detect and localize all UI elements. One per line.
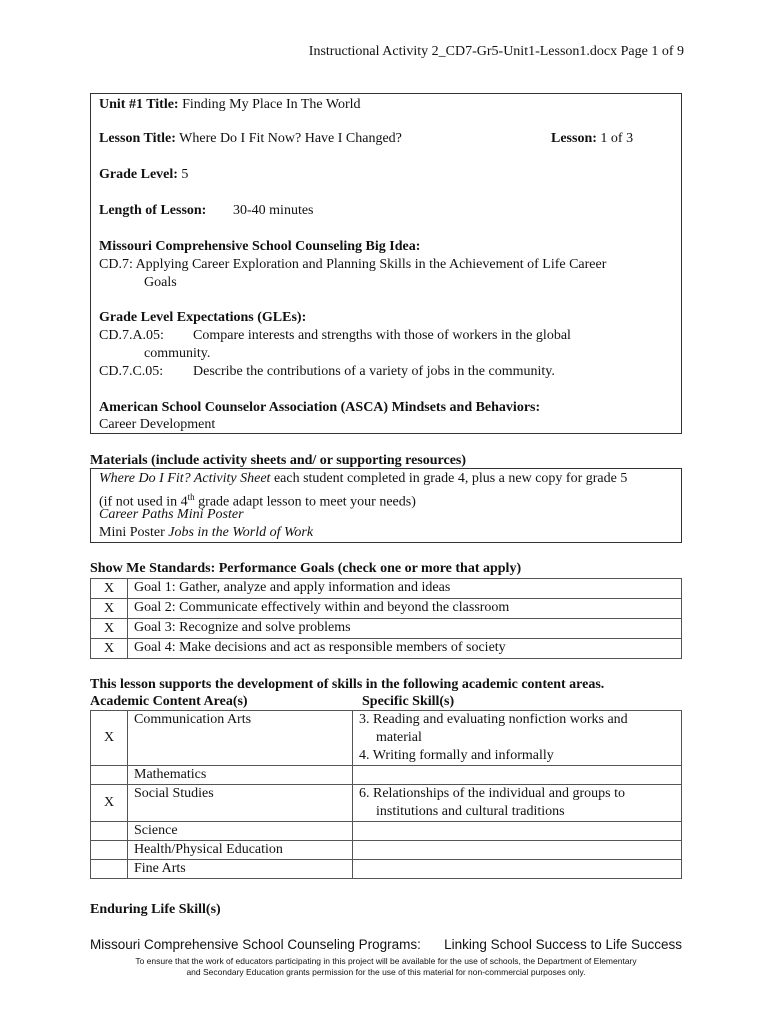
materials-line-3 — [99, 506, 244, 524]
table-row — [91, 599, 682, 619]
math-check — [91, 766, 128, 785]
skill-item: 3. Reading and evaluating nonfiction works and — [359, 712, 628, 727]
materials-line-2-b: grade adapt lesson to meet your needs) — [194, 494, 416, 510]
grade-level-label: Grade Level: — [99, 167, 178, 182]
math-area: Mathematics — [128, 766, 353, 785]
table-row — [91, 785, 682, 822]
science-skills — [353, 822, 682, 841]
gle2-code: CD.7.C.05: — [99, 364, 164, 379]
materials-line-1 — [99, 470, 627, 488]
lesson-number-row — [551, 130, 633, 148]
asca-heading: American School Counselor Association (ASCA) Mindsets and Behaviors: — [99, 400, 541, 415]
academic-col-skill: Specific Skill(s) — [362, 694, 455, 709]
gle1-text-cont: community. — [144, 346, 211, 361]
length-value: 30-40 minutes — [233, 203, 314, 218]
gle1-code: CD.7.A.05: — [99, 328, 164, 343]
lesson-title-row — [99, 130, 402, 148]
health-area: Health/Physical Education — [128, 841, 353, 860]
gle1-text: Compare interests and strengths with those of workers in the global — [193, 328, 571, 343]
fine-arts-check — [91, 860, 128, 879]
lesson-title-label: Lesson Title: — [99, 131, 176, 146]
skill-item: 6. Relationships of the individual and groups to — [359, 786, 625, 801]
academic-intro: This lesson supports the development of skills in the following academic content areas. — [90, 677, 605, 692]
skill-item-cont: institutions and cultural traditions — [376, 804, 565, 819]
footer-note-line-2: and Secondary Education grants permission for the use of this material for non-commercial purposes only. — [186, 967, 586, 977]
materials-title: Materials (include activity sheets and/ or supporting resources) — [90, 453, 467, 468]
goal-text: Goal 1: Gather, analyze and apply information and ideas — [128, 579, 682, 599]
unit-title-value: Finding My Place In The World — [182, 97, 361, 112]
table-row — [91, 711, 682, 766]
goal-check: X — [91, 579, 128, 599]
gle2-text: Describe the contributions of a variety of jobs in the community. — [193, 364, 555, 379]
standards-title: Show Me Standards: Performance Goals (check one or more that apply) — [90, 561, 522, 576]
activity-sheet-title: Where Do I Fit? Activity Sheet — [99, 471, 271, 486]
academic-table — [90, 710, 682, 879]
career-paths-poster: Career Paths Mini Poster — [99, 507, 244, 522]
length-label: Length of Lesson: — [99, 203, 207, 218]
table-row — [91, 639, 682, 659]
table-row — [91, 579, 682, 599]
health-skills — [353, 841, 682, 860]
table-row — [91, 619, 682, 639]
table-row — [91, 822, 682, 841]
mini-poster-label: Mini Poster — [99, 525, 169, 540]
length-row — [99, 202, 206, 220]
goal-text: Goal 3: Recognize and solve problems — [128, 619, 682, 639]
asca-value: Career Development — [99, 417, 216, 432]
goal-text: Goal 4: Make decisions and act as responsible members of society — [128, 639, 682, 659]
big-idea-text-cont: Goals — [144, 275, 177, 290]
grade-level-row — [99, 166, 188, 184]
fine-arts-skills — [353, 860, 682, 879]
health-check — [91, 841, 128, 860]
science-area: Science — [128, 822, 353, 841]
footer-right: Linking School Success to Life Success — [444, 937, 682, 952]
materials-line-2-sup: th — [187, 492, 195, 502]
table-row — [91, 860, 682, 879]
big-idea-heading: Missouri Comprehensive School Counseling Big Idea: — [99, 239, 421, 254]
materials-line-1-rest: each student completed in grade 4, plus a new copy for grade 5 — [270, 471, 628, 486]
academic-col-area: Academic Content Area(s) — [90, 694, 248, 709]
math-skills — [353, 766, 682, 785]
goal-check: X — [91, 619, 128, 639]
lesson-number-label: Lesson: — [551, 131, 597, 146]
science-check — [91, 822, 128, 841]
document-header: Instructional Activity 2_CD7-Gr5-Unit1-Lesson1.docx Page 1 of 9 — [308, 44, 684, 59]
fine-arts-area: Fine Arts — [128, 860, 353, 879]
unit-title-label: Unit #1 Title: — [99, 97, 179, 112]
comm-arts-check: X — [91, 711, 128, 766]
gle-heading: Grade Level Expectations (GLEs): — [99, 310, 307, 325]
footer-note-line-1: To ensure that the work of educators participating in this project will be available for the use of schools, the Department of Elementary — [135, 956, 637, 966]
unit-title-row — [99, 96, 361, 114]
asca-label — [99, 399, 540, 417]
materials-line-2-a: (if not used in 4 — [99, 494, 188, 510]
footer-line — [90, 937, 682, 952]
big-idea-text: CD.7: Applying Career Exploration and Planning Skills in the Achievement of Life Career — [99, 257, 607, 272]
big-idea-label — [99, 238, 420, 256]
grade-level-value: 5 — [181, 167, 189, 182]
comm-arts-area: Communication Arts — [128, 711, 353, 766]
unit-info-box — [90, 93, 682, 434]
materials-line-4 — [99, 524, 313, 542]
goal-check: X — [91, 599, 128, 619]
skill-item: 4. Writing formally and informally — [359, 748, 554, 763]
goals-table — [90, 578, 682, 659]
jobs-poster-title: Jobs in the World of Work — [168, 525, 314, 540]
enduring-title: Enduring Life Skill(s) — [90, 902, 221, 917]
skill-item-cont: material — [376, 730, 422, 745]
goal-text: Goal 2: Communicate effectively within and beyond the classroom — [128, 599, 682, 619]
lesson-title-value: Where Do I Fit Now? Have I Changed? — [179, 131, 402, 146]
lesson-number-value: 1 of 3 — [600, 131, 634, 146]
social-studies-skills — [353, 785, 682, 822]
goal-check: X — [91, 639, 128, 659]
table-row — [91, 841, 682, 860]
footer-note — [90, 956, 682, 978]
comm-arts-skills — [353, 711, 682, 766]
social-studies-check: X — [91, 785, 128, 822]
gle-label — [99, 309, 306, 327]
footer-left: Missouri Comprehensive School Counseling Programs: — [90, 937, 421, 952]
table-row — [91, 766, 682, 785]
social-studies-area: Social Studies — [128, 785, 353, 822]
materials-box — [90, 468, 682, 543]
